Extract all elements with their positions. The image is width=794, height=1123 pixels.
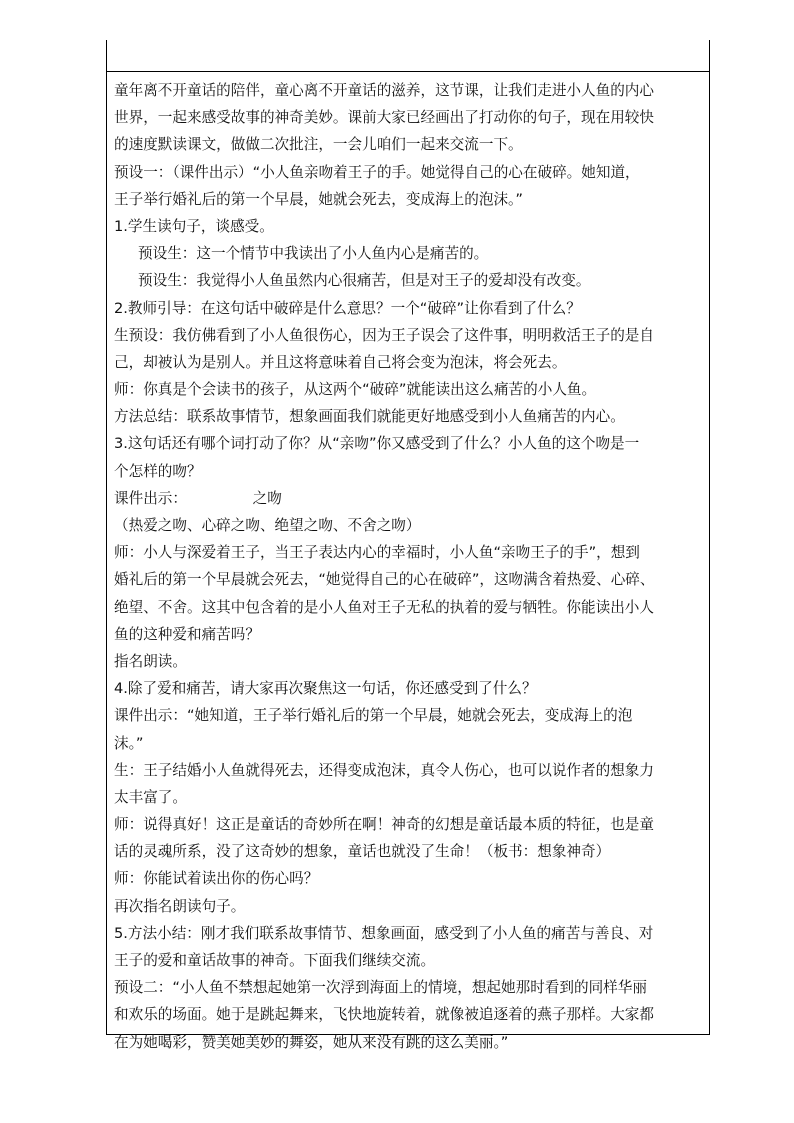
text-line: （热爱之吻、心碎之吻、绝望之吻、不舍之吻）: [114, 517, 421, 534]
lesson-text: [114, 77, 706, 1056]
text-line: 预设二：“小人鱼不禁想起她第一次浮到海面上的情境，想起她那时看到的同样华丽: [114, 979, 647, 997]
text-line: 再次指名朗读句子。: [114, 897, 246, 915]
text-line: 师：说得真好！这正是童话的奇妙所在啊！神奇的幻想是童话最本质的特征，也是童: [114, 816, 654, 834]
text-line: 师：小人与深爱着王子，当王子表达内心的幸福时，小人鱼“亲吻王子的手”，想到: [114, 544, 640, 562]
text-line: 预设一：（课件出示）“小人鱼亲吻着王子的手。她觉得自己的心在破碎。她知道，: [114, 163, 640, 181]
text-line: 2.教师引导：在这句话中破碎是什么意思？一个“破碎”让你看到了什么？: [114, 299, 581, 317]
text-line: 课件出示： 之吻: [114, 489, 282, 507]
text-line: 个怎样的吻？: [114, 462, 202, 480]
text-line: 话的灵魂所系，没了这奇妙的想象，童话也就没了生命！（板书：想象神奇）: [114, 843, 611, 861]
text-line: 指名朗读。: [114, 652, 187, 670]
text-line: 课件出示：“她知道，王子举行婚礼后的第一个早晨，她就会死去，变成海上的泡: [114, 707, 633, 725]
text-line: 太丰富了。: [114, 788, 187, 806]
text-line: 4.除了爱和痛苦，请大家再次聚焦这一句话，你还感受到了什么？: [114, 680, 537, 698]
text-line: 预设生：我觉得小人鱼虽然内心很痛苦，但是对王子的爱却没有改变。: [138, 272, 591, 290]
text-line: 的速度默读课文，做做二次批注，一会儿咱们一起来交流一下。: [114, 136, 523, 154]
text-line: 绝望、不舍。这其中包含着的是小人鱼对王子无私的执着的爱与牺牲。你能读出小人: [114, 598, 654, 616]
text-line: 预设生：这一个情节中我读出了小人鱼内心是痛苦的。: [138, 245, 489, 263]
text-line: 王子的爱和童话故事的神奇。下面我们继续交流。: [114, 952, 436, 969]
text-line: 鱼的这种爱和痛苦吗？: [114, 625, 260, 643]
text-line: 师：你真是个会读书的孩子，从这两个“破碎”就能读出这么痛苦的小人鱼。: [114, 381, 597, 399]
text-line: 3.这句话还有哪个词打动了你？从“亲吻”你又感受到了什么？小人鱼的这个吻是一: [114, 435, 640, 453]
text-line: 5.方法小结：刚才我们联系故事情节、想象画面，感受到了小人鱼的痛苦与善良、对: [114, 924, 654, 942]
text-line: 世界，一起来感受故事的神奇美妙。课前大家已经画出了打动你的句子，现在用较快: [114, 109, 654, 127]
text-line: 己，却被认为是别人。并且这将意味着自己将会变为泡沫，将会死去。: [114, 353, 567, 371]
text-line: 方法总结：联系故事情节，想象画面我们就能更好地感受到小人鱼痛苦的内心。: [114, 408, 625, 426]
table-left-border-top: [106, 40, 107, 71]
text-line: 童年离不开童话的陪伴，童心离不开童话的滋养，这节课，让我们走进小人鱼的内心: [114, 82, 654, 99]
text-line: 沫。”: [114, 734, 144, 752]
text-line: 生预设：我仿佛看到了小人鱼很伤心，因为王子误会了这件事，明明救活王子的是自: [114, 326, 654, 344]
text-line: 婚礼后的第一个早晨就会死去，“她觉得自己的心在破碎”，这吻满含着热爱、心碎、: [114, 571, 655, 589]
text-line: 王子举行婚礼后的第一个早晨，她就会死去，变成海上的泡沫。”: [114, 190, 523, 208]
text-line: 在为她喝彩，赞美她美妙的舞姿，她从来没有跳的这么美丽。”: [114, 1033, 509, 1051]
table-right-border-top: [709, 40, 710, 71]
text-line: 和欢乐的场面。她于是跳起舞来，飞快地旋转着，就像被追逐着的燕子那样。大家都: [114, 1006, 654, 1024]
text-line: 1.学生读句子，谈感受。: [114, 217, 274, 235]
text-line: 生：王子结婚小人鱼就得死去，还得变成泡沫，真令人伤心，也可以说作者的想象力: [114, 761, 654, 779]
text-line: 师：你能试着读出你的伤心吗？: [114, 870, 319, 888]
